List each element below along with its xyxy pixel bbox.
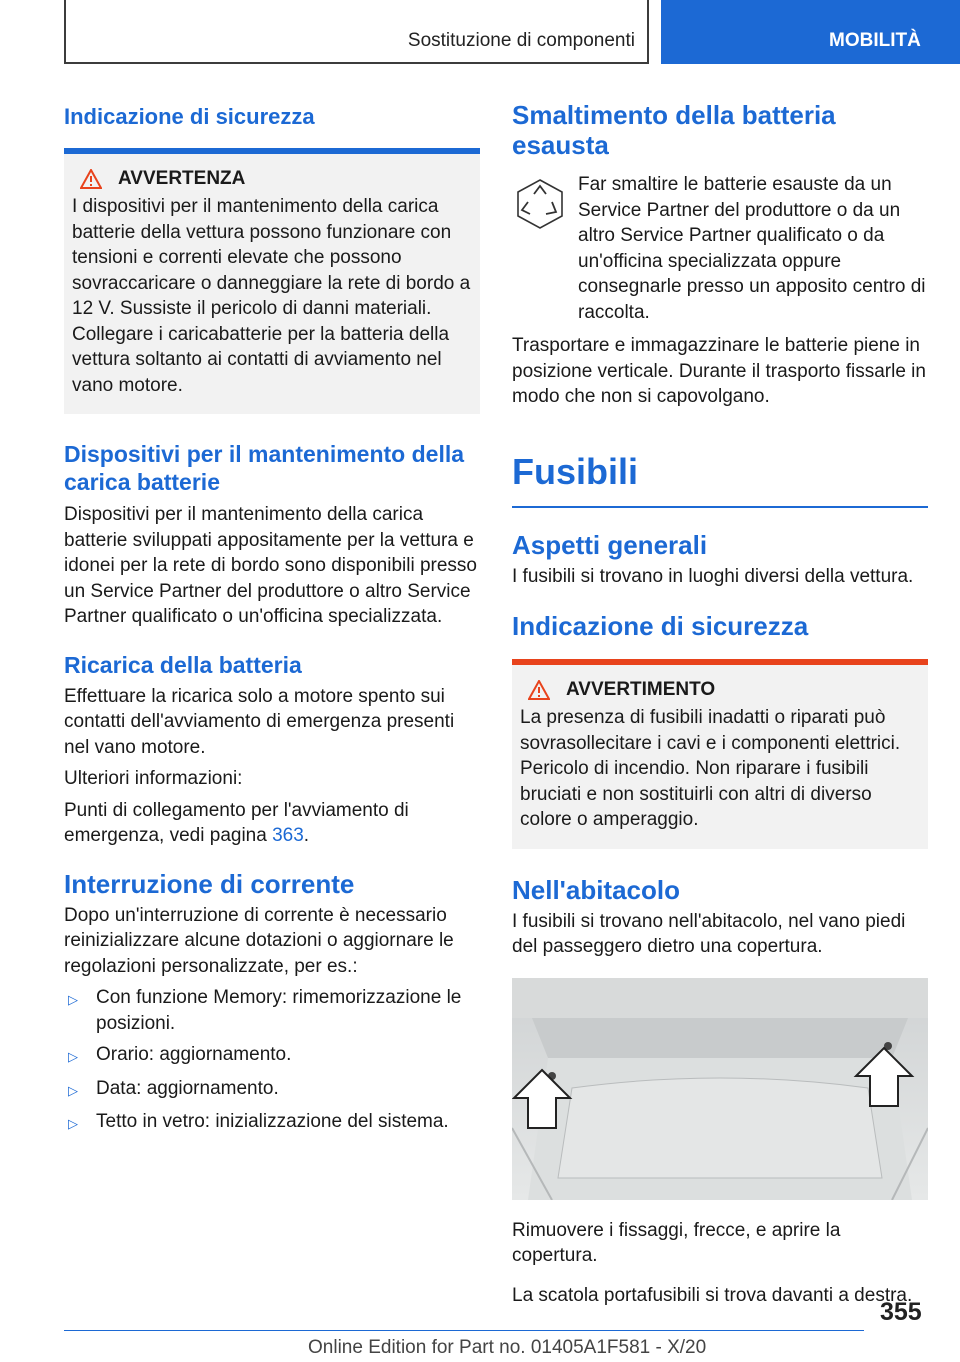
fusebox-text: La scatola portafusibili si trova davanti a destra. bbox=[512, 1284, 913, 1306]
bullet-triangle-icon: ▷ bbox=[68, 1116, 78, 1131]
charger-text: Dispositivi per il mantenimento della carica batterie sviluppati appositamente per la vettura e idonei per la rete di bordo sono disponibili presso un Service Partner del produttore o altro Service Partner qualificato o un'officina specializzata. bbox=[64, 504, 477, 627]
fuses-heading: Fusibili bbox=[512, 450, 638, 492]
disposal-text: Far smaltire le batterie esauste da un Service Partner del produttore o da un altro Service Partner qualificato o da un'officina specializzata oppure consegnarle presso un apposito centro di raccolta. bbox=[578, 174, 926, 323]
power-text: Dopo un'interruzione di corrente è necessario reinizializzare alcune dotazioni o aggiornare le regolazioni personalizzate, per es.: bbox=[64, 904, 454, 977]
recharge-heading: Ricarica della batteria bbox=[64, 651, 302, 678]
cabin-heading: Nell'abitacolo bbox=[512, 874, 680, 905]
safety-heading-left: Indicazione di sicurezza bbox=[64, 104, 315, 129]
list-item-text: Con funzione Memory: rimemorizzazione le posizioni. bbox=[96, 987, 462, 1034]
warning-title-text: AVVERTIMENTO bbox=[566, 679, 716, 700]
warning-text: La presenza di fusibili inadatti o riparati può sovrasollecitare i cavi e i componenti elettrici. Pericolo di incendio. Non riparare i fusibili bruciati e non sostituirli con altri di diverso colore o amperaggio. bbox=[520, 707, 901, 830]
warning-triangle-icon bbox=[80, 169, 102, 189]
page-number: 355 bbox=[880, 1298, 922, 1326]
list-item bbox=[64, 1076, 480, 1104]
edition-text: Online Edition for Part no. 01405A1F581 - X/20 bbox=[308, 1337, 707, 1358]
header-section-title: Sostituzione di componenti bbox=[407, 30, 635, 51]
warning-triangle-icon bbox=[528, 680, 550, 700]
warning-title bbox=[520, 679, 920, 701]
recycling-icon bbox=[512, 176, 568, 232]
general-heading: Aspetti generali bbox=[512, 529, 708, 560]
more-info-label: Ulteriori informazioni: bbox=[64, 768, 243, 789]
footer-divider bbox=[64, 1330, 864, 1331]
list-item-text: Orario: aggiornamento. bbox=[96, 1044, 292, 1065]
disposal-heading: Smaltimento della batteria esausta bbox=[512, 100, 836, 160]
list-item-text: Data: aggiornamento. bbox=[96, 1077, 279, 1099]
fuse-cover-photo bbox=[512, 978, 928, 1200]
header-section-tab bbox=[64, 0, 649, 64]
list-item bbox=[64, 1109, 480, 1137]
jump-points-suffix: . bbox=[303, 825, 310, 846]
header-chapter-title: MOBILITÀ bbox=[829, 30, 921, 51]
bullet-triangle-icon: ▷ bbox=[68, 1049, 78, 1064]
cabin-text: I fusibili si trovano nell'abitacolo, nel vano piedi del passeggero dietro una copertura. bbox=[512, 910, 906, 957]
charger-heading: Dispositivi per il mantenimento della carica batterie bbox=[64, 441, 465, 495]
bullet-triangle-icon: ▷ bbox=[68, 992, 78, 1007]
bullet-list bbox=[64, 985, 480, 1137]
list-item bbox=[64, 985, 480, 1036]
jump-points-text bbox=[64, 798, 480, 849]
list-item bbox=[64, 1042, 480, 1070]
warning-box-avvertenza bbox=[64, 148, 480, 414]
list-item-text: Tetto in vetro: inizializzazione del sistema. bbox=[96, 1111, 449, 1132]
left-column bbox=[64, 100, 480, 1137]
general-text: I fusibili si trovano in luoghi diversi della vettura. bbox=[512, 565, 914, 587]
disposal-block bbox=[512, 172, 928, 325]
right-column bbox=[512, 100, 928, 1308]
page-link-363[interactable]: 363 bbox=[272, 825, 304, 846]
warning-title-text: AVVERTENZA bbox=[118, 168, 246, 189]
bullet-triangle-icon: ▷ bbox=[68, 1082, 78, 1098]
jump-points-prefix: Punti di collegamento per l'avviamento di emergenza, vedi pagina bbox=[64, 799, 409, 846]
power-heading: Interruzione di corrente bbox=[64, 868, 355, 899]
transport-text: Trasportare e immagazzinare le batterie piene in posizione verticale. Durante il trasporto fissarle in modo che non si capovolgano. bbox=[512, 335, 926, 407]
safety-heading-right: Indicazione di sicurezza bbox=[512, 611, 809, 641]
photo-caption: Rimuovere i fissaggi, frecce, e aprire la copertura. bbox=[512, 1219, 841, 1266]
warning-box-avvertimento bbox=[512, 659, 928, 849]
warning-text: I dispositivi per il mantenimento della carica batterie della vettura possono funzionare con tensioni e correnti elevate che possono sovraccaricare o danneggiare la rete di bordo a 12 V. Sussiste il pericolo di danni materiali. Collegare i caricabatterie per la batteria della vettura soltanto ai contatti di avviamento nel vano motore. bbox=[72, 196, 471, 396]
warning-title bbox=[72, 168, 472, 190]
header-chapter-tab bbox=[661, 0, 960, 64]
recharge-text: Effettuare la ricarica solo a motore spento sui contatti dell'avviamento di emergenza presenti nel vano motore. bbox=[64, 685, 455, 758]
fuses-divider bbox=[512, 506, 928, 508]
